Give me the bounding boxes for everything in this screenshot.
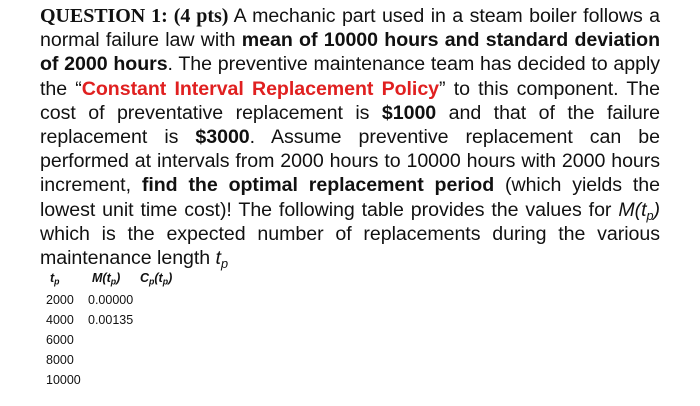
cell-mtp: 0.00135 <box>88 313 134 327</box>
question-heading: QUESTION 1: (4 pts) <box>40 5 229 27</box>
text-intro: A mechanic part used in a steam boiler follows a normal failure law with <box>40 5 661 52</box>
text-table-intro: (which yields the lowest unit time cost)! The following table provides the values for <box>40 174 660 221</box>
mean-sd-text: mean of 10000 hours and standard deviation of 2000 hours <box>40 29 660 76</box>
preventive-cost: $1000 <box>381 101 437 124</box>
table-row <box>46 370 88 390</box>
cell-mtp: 0.00000 <box>88 293 134 307</box>
cell-tp: 4000 <box>46 313 74 327</box>
question-text <box>40 4 660 270</box>
text-cost-prev: ” to this component. The cost of preventative replacement is <box>40 77 661 124</box>
header-mtp: $M(t_p)$ <box>92 271 121 287</box>
header-tp: $t_p$ <box>50 271 60 287</box>
policy-name: Constant Interval Replacement Policy <box>81 77 440 100</box>
text-team: . The preventive maintenance team has decided to apply the “ <box>40 53 660 100</box>
text-expected: which is the expected number of replacements during the various maintenance length <box>40 222 660 270</box>
cell-tp: 2000 <box>46 293 74 307</box>
tp-symbol: $t_p$ <box>215 247 228 271</box>
cell-tp: 10000 <box>46 373 81 387</box>
text-intervals: . Assume preventive replacement can be performed at intervals from 2000 hours to 10000 hours with 2000 hours increment, <box>40 126 660 197</box>
task-text: find the optimal replacement period <box>141 174 495 197</box>
table-row <box>46 310 133 330</box>
failure-cost: $3000 <box>195 126 250 149</box>
table-row <box>46 330 88 350</box>
text-cost-fail: and that of the failure replacement is <box>40 101 660 149</box>
table-row <box>46 350 88 370</box>
mtp-symbol: $M(t_p)$ <box>618 198 660 223</box>
header-cptp: $C_p(t_p)$ <box>140 271 173 287</box>
table-row <box>46 290 133 310</box>
cell-tp: 6000 <box>46 333 74 347</box>
cell-tp: 8000 <box>46 353 74 367</box>
